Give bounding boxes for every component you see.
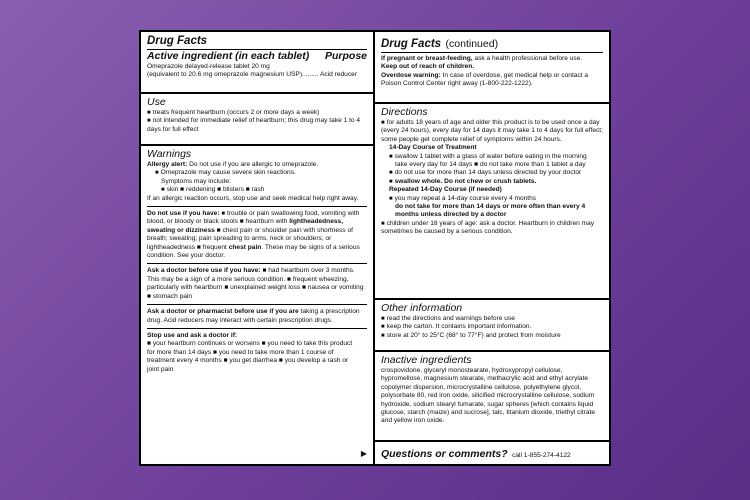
drug-facts-left-panel	[139, 30, 375, 466]
use-title: Use	[147, 96, 166, 108]
drug-facts-title: Drug Facts	[147, 35, 208, 47]
stop-use-text: ■ your heartburn continues or worsens ■ you need to take this product for more than 14 days ■ you need to take more than 1 course of treatment every 4 months ■ you get diarrhea ■ you develop a rash or joint pain	[147, 340, 353, 373]
questions-phone: call 1-855-274-4122	[512, 452, 571, 459]
course-item-1b: take every day for 14 days ■ do not take more than 1 tablet a day	[395, 161, 586, 169]
do-not-use-text2: ■ chest pain or shoulder pain with shortness of breath; sweating; pain spreading to arms, neck or shoulders; or lightheadedness ■ frequent	[147, 226, 353, 251]
inactive-ingredients-title: Inactive ingredients	[381, 354, 472, 366]
directions-section	[375, 104, 609, 300]
use-item-2: ■ not intended for immediate relief of heartburn; this drug may take 1 to 4 days for full effect	[147, 117, 367, 134]
do-not-use-label: Do not use if you have:	[147, 210, 220, 218]
pregnant-label: If pregnant or breast-feeding,	[381, 55, 473, 62]
other-item-2: ■ keep the carton. It contains important information.	[381, 323, 603, 331]
repeat-title: Repeated 14-Day Course (if needed)	[389, 186, 502, 194]
inactive-ingredients-text: crospovidone, glyceryl monostearate, hydroxypropyl cellulose, hypromellose, magnesium stearate, methacrylic acid and ethyl acrylate copolymer dispersion, microcrystalline cellulose, polyethylene glycol, polysorbate 80, red iron oxide, silicified microcrystalline cellulose, sodium hydroxide, sodium stearyl fumarate, sugar spheres [which contains liquid glucose, starch (maize) and sucrose], talc, titanium dioxide, triethyl citrate and yellow iron oxide.	[381, 367, 596, 425]
other-information-title: Other information	[381, 302, 463, 314]
do-not-use-text3: . These may be signs of a serious condition. See your doctor.	[147, 243, 360, 260]
continued-title: Drug Facts	[381, 38, 442, 50]
do-not-use-block	[147, 206, 367, 260]
other-item-3: ■ store at 20° to 25°C (68° to 77°F) and protect from moisture	[381, 332, 603, 340]
directions-title: Directions	[381, 106, 428, 118]
course-item-3: ■ swallow whole. Do not chew or crush tablets.	[381, 178, 603, 186]
course-item-1: ■ swallow 1 tablet with a glass of water before eating in the morning	[381, 153, 603, 161]
other-item-1: ■ read the directions and warnings before use	[381, 315, 603, 323]
questions-section	[375, 442, 609, 464]
stop-use-label: Stop use and ask a doctor if:	[147, 331, 238, 339]
directions-adults: ■ for adults 18 years of age and older this product is to be used once a day (every 24 hours), every day for 14 days it may take 1 to 4 days for full effect; some people get complete relief of symptoms within 24 hours.	[381, 119, 603, 144]
use-section	[141, 94, 373, 146]
active-ingredient-section	[141, 32, 373, 94]
active-ingredient-line2: (equivalent to 20.6 mg omeprazole magnesium USP)......... Acid reducer	[147, 71, 358, 79]
inactive-ingredients-section	[375, 352, 609, 442]
continued-arrow-icon: ▶	[360, 449, 367, 458]
directions-children: ■ children under 18 years of age: ask a doctor. Heartburn in children may sometimes be caused by a serious condition.	[381, 220, 603, 237]
other-information-section	[375, 300, 609, 352]
course-item-2: ■ do not use for more than 14 days unless directed by your doctor	[381, 169, 603, 177]
warnings-title: Warnings	[147, 148, 192, 160]
active-ingredient-heading: Active ingredient (in each tablet)	[147, 50, 310, 62]
allergy-alert-label: Allergy alert:	[147, 161, 188, 168]
overdose-text: In case of overdose, get medical help or contact a Poison Control Center right away (1-800-222-1222).	[381, 71, 589, 88]
allergic-reaction-text: If an allergic reaction occurs, stop use and seek medical help right away.	[147, 194, 359, 202]
symptoms-text: Symptoms may include:	[161, 177, 231, 185]
overdose-label: Overdose warning:	[381, 71, 441, 79]
course-title: 14-Day Course of Treatment	[389, 144, 477, 152]
do-not-use-text: trouble or pain swallowing food, vomiting with blood, or bloody or black stools ■ heartburn with	[147, 210, 360, 226]
questions-label: Questions or comments?	[381, 448, 508, 460]
use-item-1: ■ treats frequent heartburn (occurs 2 or more days a week)	[147, 109, 367, 117]
ask-pharmacist-label: Ask a doctor or pharmacist before use if you are	[147, 308, 299, 316]
do-not-use-bold: lightheadedness, sweating or dizziness	[147, 218, 344, 234]
drug-facts-right-panel	[375, 30, 611, 466]
ask-pharmacist-text: taking a prescription drug. Acid reducers may interact with certain prescription drugs.	[147, 308, 360, 324]
do-not-use-bold2: chest pain	[228, 243, 262, 251]
ask-doctor-label: Ask a doctor before use if you have:	[147, 267, 261, 275]
symptom-list: ■ skin ■ reddening ■ blisters ■ rash	[147, 186, 367, 194]
repeat-item-bold: do not take for more than 14 days or more often than every 4 months unless directed by a doctor	[395, 203, 586, 219]
ask-doctor-text: ■ had heartburn over 3 months. This may be a sign of a more serious condition. ■ frequent wheezing, particularly with heartburn ■ unexplained weight loss ■ nausea or vomiting ■ stomach pain	[147, 267, 364, 300]
warnings-section	[141, 146, 373, 464]
stop-use-block	[147, 328, 367, 374]
purpose-heading: Purpose	[324, 50, 367, 62]
pregnant-text: ask a health professional before use.	[474, 55, 583, 62]
ask-pharmacist-block	[147, 304, 367, 325]
active-ingredient-line1: Omeprazole delayed-release tablet 20 mg	[147, 63, 270, 70]
repeat-item-1: ■ you may repeat a 14-day course every 4 months	[381, 195, 603, 203]
allergy-alert-text: Do not use if you are allergic to omeprazole.	[189, 161, 319, 168]
skin-reaction-text: ■ Omeprazole may cause severe skin reactions.	[147, 169, 367, 177]
keep-out-text: Keep out of reach of children.	[381, 63, 475, 71]
continued-section	[375, 32, 609, 104]
continued-suffix: (continued)	[445, 38, 499, 50]
ask-doctor-block	[147, 263, 367, 301]
